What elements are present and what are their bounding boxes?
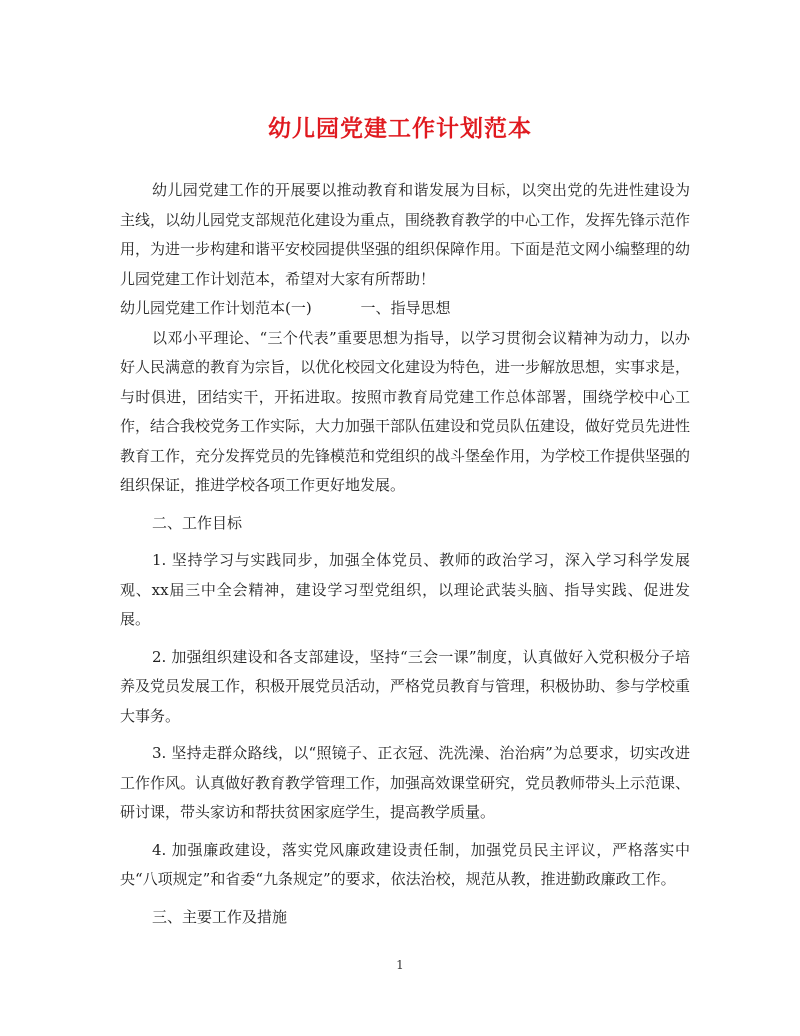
- section-label: 幼儿园党建工作计划范本(一): [120, 299, 312, 317]
- guiding-thought-paragraph: 以邓小平理论、“三个代表”重要思想为指导，以学习贯彻会议精神为动力，以办好人民满意的教育为宗旨，以优化校园文化建设为特色，进一步解放思想，实事求是，与时俱进，团结实干，开拓进取。按照市教育局党建工作总体部署，围绕学校中心工作，结合我校党务工作实际，大力加强干部队伍建设和党员队伍建设，做好党员先进性教育工作，充分发挥党员的先锋模范和党组织的战斗堡垒作用，为学校工作提供坚强的组织保证，推进学校各项工作更好地发展。: [120, 328, 691, 494]
- intro-paragraph: 幼儿园党建工作的开展要以推动教育和谐发展为目标，以突出党的先进性建设为主线，以幼儿园党支部规范化建设为重点，围绕教育教学的中心工作，发挥先锋示范作用，为进一步构建和谐平安校园提供坚强的组织保障作用。下面是范文网小编整理的幼儿园党建工作计划范本，希望对大家有所帮助！: [120, 181, 691, 288]
- page-number: 1: [396, 958, 404, 972]
- goal-item-4: 4. 加强廉政建设，落实党风廉政建设责任制，加强党员民主评议，严格落实中央“八项规定”和省委“九条规定”的要求，依法治校，规范从教，推进勤政廉政工作。: [120, 840, 690, 888]
- goal-item-3: 3. 坚持走群众路线，以“照镜子、正衣冠、洗洗澡、治治病”为总要求，切实改进工作作风。认真做好教育教学管理工作，加强高效课堂研究，党员教师带头上示范课、研讨课，带头家访和帮扶贫困家庭学生，提高教学质量。: [120, 744, 691, 821]
- section-line: [120, 294, 690, 324]
- goal-item-1: 1. 坚持学习与实践同步，加强全体党员、教师的政治学习，深入学习科学发展观、xx届三中全会精神，建设学习型党组织，以理论武装头脑、指导实践、促进发展。: [120, 551, 690, 628]
- goal-item-2: 2. 加强组织建设和各支部建设，坚持“三会一课”制度，认真做好入党积极分子培养及党员发展工作，积极开展党员活动，严格党员教育与管理，积极协助、参与学校重大事务。: [120, 647, 691, 725]
- heading-work-goals: 二、工作目标: [152, 513, 243, 532]
- document-body: [120, 176, 690, 932]
- heading-guiding-thought: 一、指导思想: [360, 299, 451, 317]
- heading-main-work: 三、主要工作及措施: [152, 907, 288, 926]
- document-title: 幼儿园党建工作计划范本: [268, 115, 532, 142]
